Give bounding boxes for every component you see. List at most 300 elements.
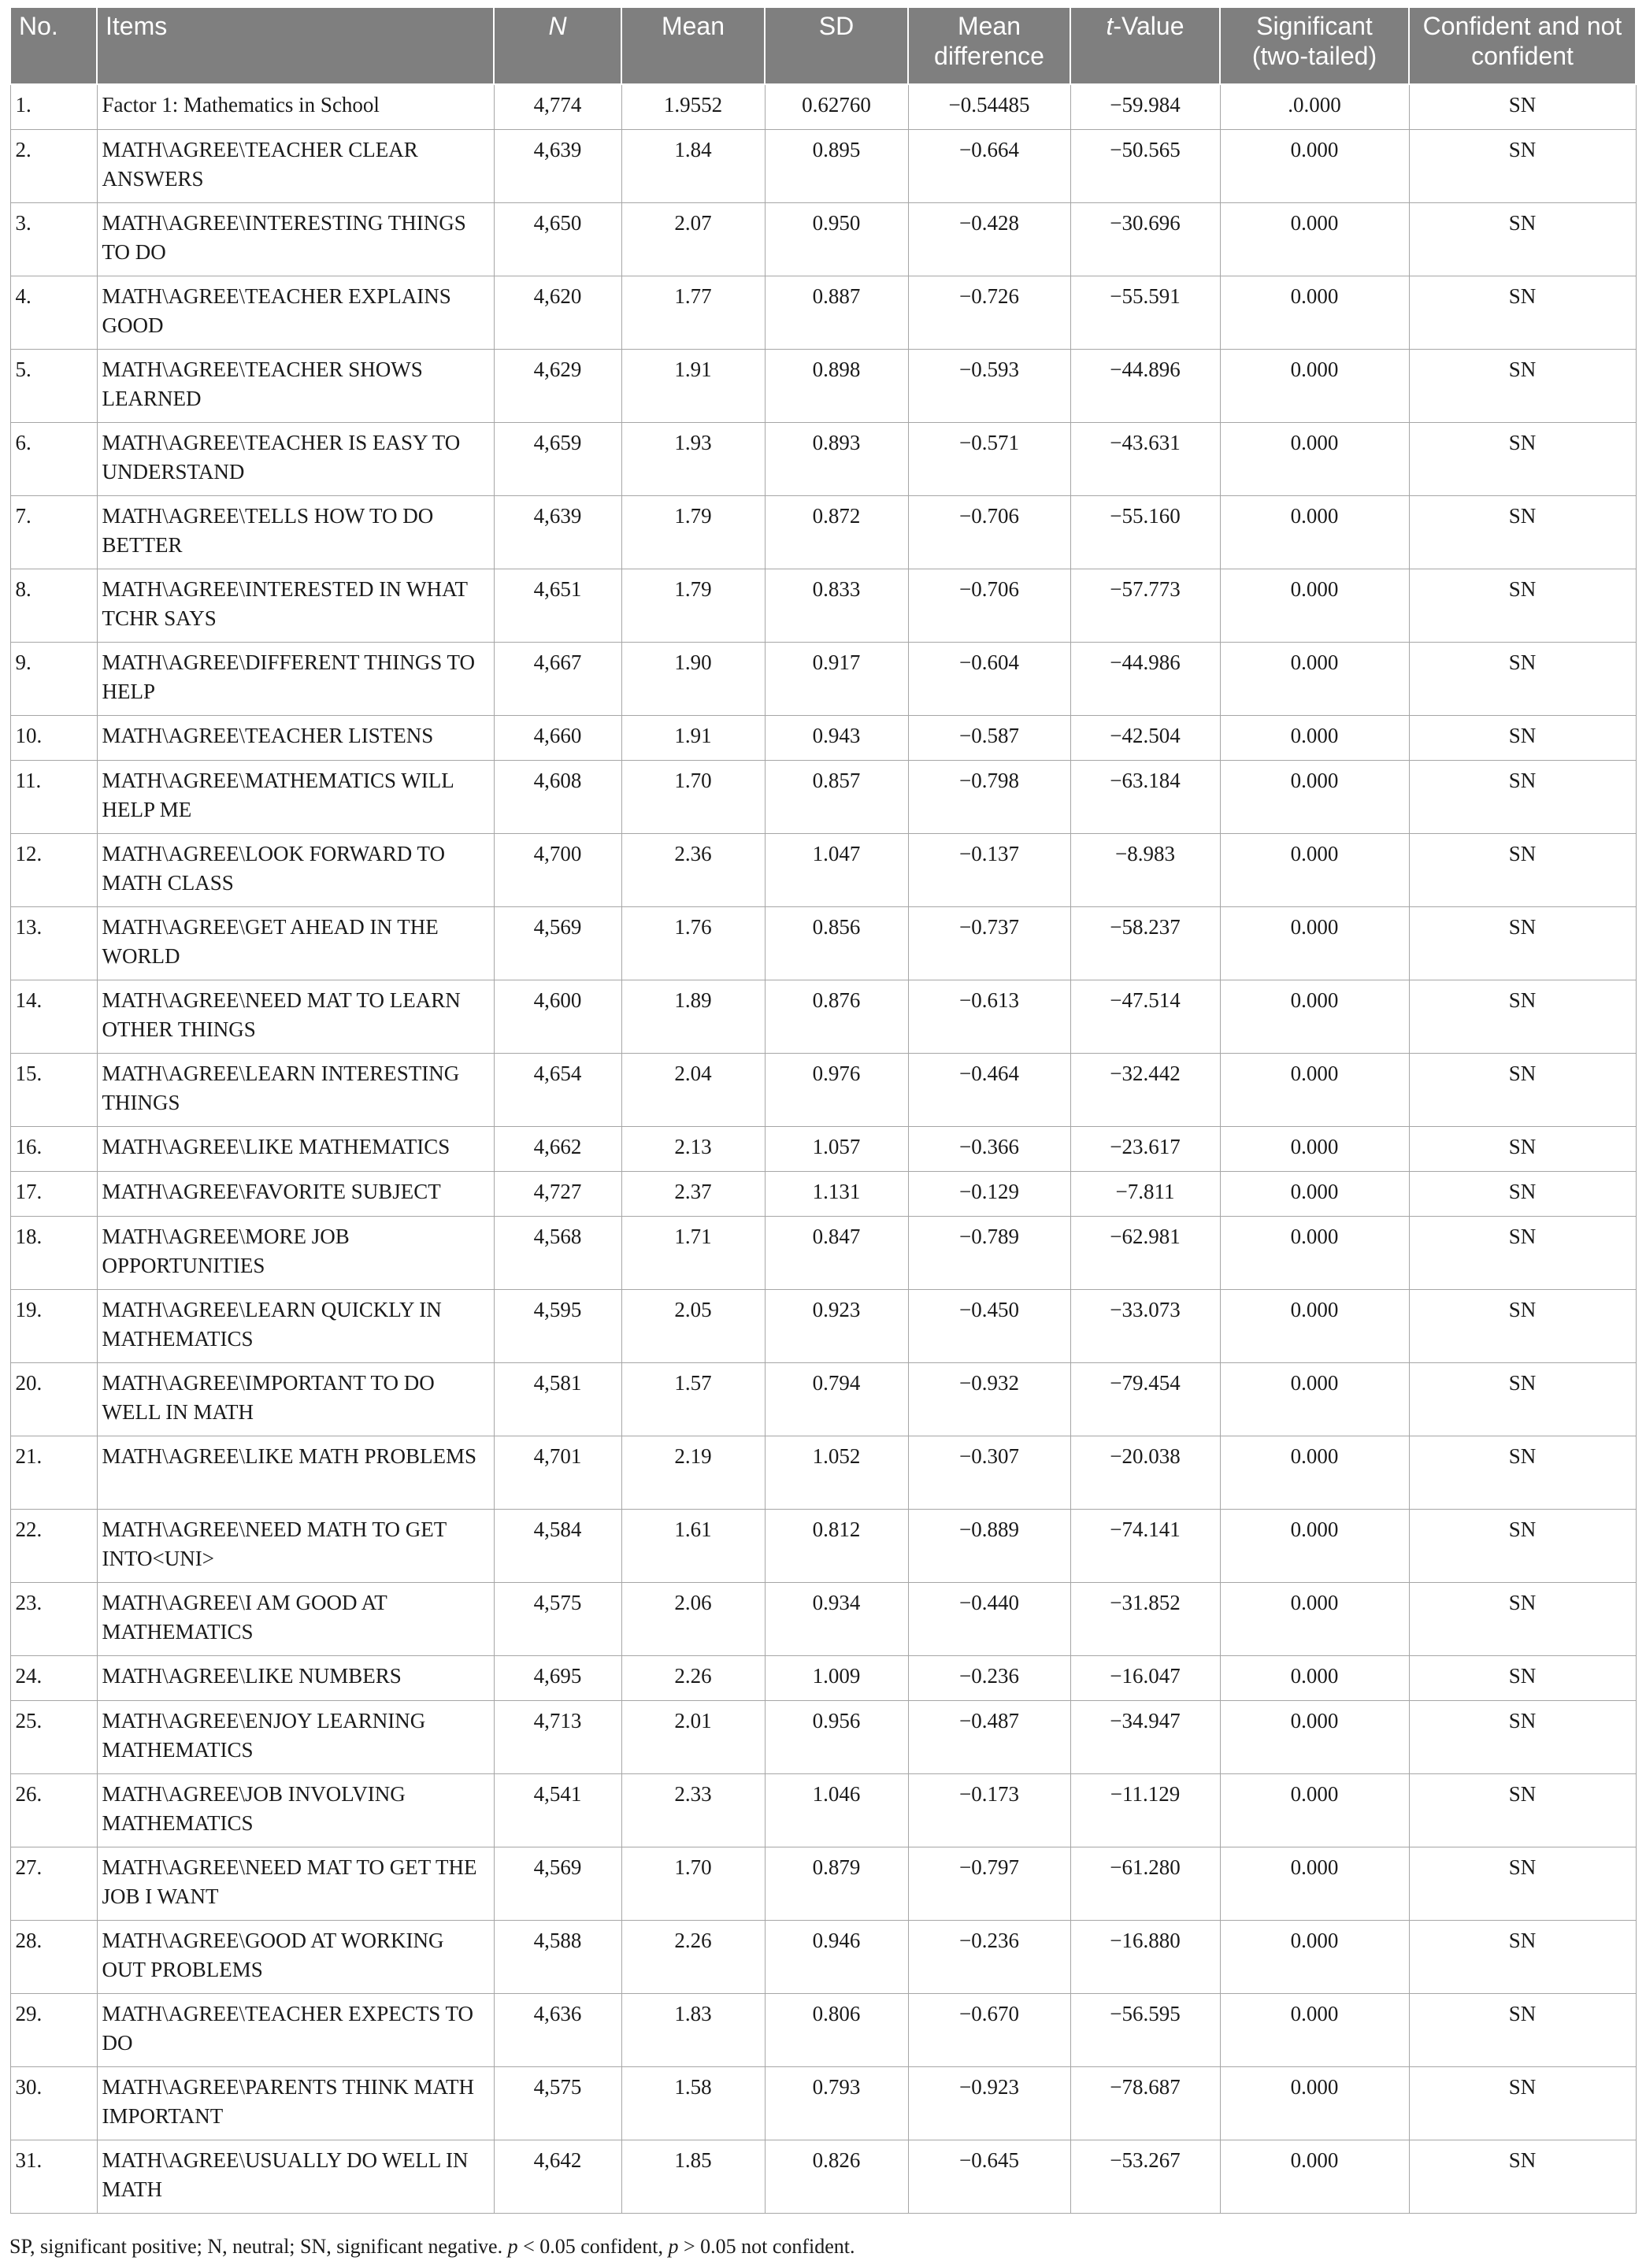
cell-mean-difference: −0.137 xyxy=(908,834,1070,907)
table-row xyxy=(10,1363,1636,1436)
cell-mean-difference: −0.571 xyxy=(908,423,1070,496)
table-row xyxy=(10,350,1636,423)
cell-item: MATH\AGREE\USUALLY DO WELL IN MATH xyxy=(97,2140,494,2214)
cell-n: 4,650 xyxy=(494,203,621,276)
cell-n: 4,701 xyxy=(494,1436,621,1510)
cell-significance: 0.000 xyxy=(1220,130,1409,203)
cell-significance: 0.000 xyxy=(1220,1172,1409,1217)
cell-item: MATH\AGREE\ENJOY LEARNING MATHEMATICS xyxy=(97,1701,494,1774)
cell-confidence: SN xyxy=(1409,761,1636,834)
cell-no: 22. xyxy=(10,1510,97,1583)
cell-significance: 0.000 xyxy=(1220,203,1409,276)
cell-mean: 2.01 xyxy=(621,1701,765,1774)
cell-no: 5. xyxy=(10,350,97,423)
table-row xyxy=(10,1701,1636,1774)
cell-sd: 0.893 xyxy=(765,423,908,496)
cell-mean: 1.76 xyxy=(621,907,765,980)
cell-t-value: −16.047 xyxy=(1070,1656,1220,1701)
cell-significance: .0.000 xyxy=(1220,84,1409,130)
header-items: Items xyxy=(97,7,494,84)
table-row xyxy=(10,84,1636,130)
cell-n: 4,662 xyxy=(494,1127,621,1172)
cell-n: 4,651 xyxy=(494,569,621,643)
cell-t-value: −47.514 xyxy=(1070,980,1220,1054)
cell-sd: 0.976 xyxy=(765,1054,908,1127)
cell-mean-difference: −0.366 xyxy=(908,1127,1070,1172)
cell-no: 15. xyxy=(10,1054,97,1127)
cell-item: MATH\AGREE\TELLS HOW TO DO BETTER xyxy=(97,496,494,569)
cell-item: MATH\AGREE\GOOD AT WORKING OUT PROBLEMS xyxy=(97,1921,494,1994)
cell-t-value: −31.852 xyxy=(1070,1583,1220,1656)
header-mean-difference: Mean difference xyxy=(908,7,1070,84)
cell-t-value: −44.896 xyxy=(1070,350,1220,423)
cell-confidence: SN xyxy=(1409,716,1636,761)
cell-confidence: SN xyxy=(1409,1436,1636,1510)
cell-sd: 0.923 xyxy=(765,1290,908,1363)
cell-significance: 0.000 xyxy=(1220,1583,1409,1656)
cell-n: 4,695 xyxy=(494,1656,621,1701)
cell-mean-difference: −0.737 xyxy=(908,907,1070,980)
cell-item: MATH\AGREE\PARENTS THINK MATH IMPORTANT xyxy=(97,2067,494,2140)
cell-mean: 1.71 xyxy=(621,1217,765,1290)
table-row xyxy=(10,1127,1636,1172)
cell-item: MATH\AGREE\LIKE MATH PROBLEMS xyxy=(97,1436,494,1510)
cell-mean-difference: −0.797 xyxy=(908,1847,1070,1921)
header-no: No. xyxy=(10,7,97,84)
table-row xyxy=(10,1217,1636,1290)
cell-t-value: −8.983 xyxy=(1070,834,1220,907)
cell-mean-difference: −0.645 xyxy=(908,2140,1070,2214)
cell-no: 31. xyxy=(10,2140,97,2214)
cell-significance: 0.000 xyxy=(1220,1290,1409,1363)
cell-sd: 0.793 xyxy=(765,2067,908,2140)
cell-mean-difference: −0.450 xyxy=(908,1290,1070,1363)
cell-mean-difference: −0.923 xyxy=(908,2067,1070,2140)
cell-no: 23. xyxy=(10,1583,97,1656)
cell-t-value: −11.129 xyxy=(1070,1774,1220,1847)
cell-sd: 0.794 xyxy=(765,1363,908,1436)
cell-no: 24. xyxy=(10,1656,97,1701)
cell-no: 25. xyxy=(10,1701,97,1774)
cell-t-value: −57.773 xyxy=(1070,569,1220,643)
cell-n: 4,700 xyxy=(494,834,621,907)
header-row xyxy=(10,7,1636,84)
cell-sd: 0.812 xyxy=(765,1510,908,1583)
cell-n: 4,588 xyxy=(494,1921,621,1994)
cell-confidence: SN xyxy=(1409,1847,1636,1921)
data-table-container xyxy=(9,6,1635,2214)
statistics-table xyxy=(9,6,1637,2214)
cell-mean: 1.90 xyxy=(621,643,765,716)
cell-mean-difference: −0.129 xyxy=(908,1172,1070,1217)
cell-significance: 0.000 xyxy=(1220,643,1409,716)
cell-mean-difference: −0.236 xyxy=(908,1921,1070,1994)
cell-item: MATH\AGREE\TEACHER EXPECTS TO DO xyxy=(97,1994,494,2067)
cell-n: 4,581 xyxy=(494,1363,621,1436)
cell-mean: 1.79 xyxy=(621,569,765,643)
cell-item: MATH\AGREE\TEACHER CLEAR ANSWERS xyxy=(97,130,494,203)
cell-confidence: SN xyxy=(1409,203,1636,276)
table-row xyxy=(10,1847,1636,1921)
cell-significance: 0.000 xyxy=(1220,761,1409,834)
cell-no: 9. xyxy=(10,643,97,716)
cell-item: MATH\AGREE\NEED MATH TO GET INTO<UNI> xyxy=(97,1510,494,1583)
cell-sd: 0.857 xyxy=(765,761,908,834)
cell-mean-difference: −0.54485 xyxy=(908,84,1070,130)
cell-sd: 0.950 xyxy=(765,203,908,276)
cell-sd: 0.895 xyxy=(765,130,908,203)
cell-t-value: −44.986 xyxy=(1070,643,1220,716)
cell-n: 4,575 xyxy=(494,1583,621,1656)
cell-t-value: −63.184 xyxy=(1070,761,1220,834)
cell-significance: 0.000 xyxy=(1220,569,1409,643)
cell-confidence: SN xyxy=(1409,569,1636,643)
cell-sd: 1.131 xyxy=(765,1172,908,1217)
cell-confidence: SN xyxy=(1409,496,1636,569)
table-footnote xyxy=(9,2235,855,2259)
cell-item: MATH\AGREE\TEACHER IS EASY TO UNDERSTAND xyxy=(97,423,494,496)
cell-sd: 0.62760 xyxy=(765,84,908,130)
cell-t-value: −79.454 xyxy=(1070,1363,1220,1436)
cell-n: 4,541 xyxy=(494,1774,621,1847)
table-row xyxy=(10,2067,1636,2140)
cell-sd: 0.856 xyxy=(765,907,908,980)
cell-mean: 1.57 xyxy=(621,1363,765,1436)
table-row xyxy=(10,423,1636,496)
cell-sd: 0.876 xyxy=(765,980,908,1054)
cell-confidence: SN xyxy=(1409,130,1636,203)
footnote-p-symbol-2: p xyxy=(668,2235,679,2258)
cell-mean: 1.93 xyxy=(621,423,765,496)
cell-mean-difference: −0.587 xyxy=(908,716,1070,761)
table-row xyxy=(10,980,1636,1054)
table-row xyxy=(10,834,1636,907)
cell-item: MATH\AGREE\TEACHER SHOWS LEARNED xyxy=(97,350,494,423)
cell-n: 4,575 xyxy=(494,2067,621,2140)
cell-t-value: −16.880 xyxy=(1070,1921,1220,1994)
cell-sd: 1.052 xyxy=(765,1436,908,1510)
cell-mean-difference: −0.236 xyxy=(908,1656,1070,1701)
cell-significance: 0.000 xyxy=(1220,1847,1409,1921)
cell-mean: 2.36 xyxy=(621,834,765,907)
table-row xyxy=(10,569,1636,643)
cell-sd: 0.934 xyxy=(765,1583,908,1656)
cell-confidence: SN xyxy=(1409,1363,1636,1436)
header-significant: Significant (two-tailed) xyxy=(1220,7,1409,84)
cell-significance: 0.000 xyxy=(1220,1656,1409,1701)
cell-n: 4,595 xyxy=(494,1290,621,1363)
table-row xyxy=(10,761,1636,834)
cell-n: 4,636 xyxy=(494,1994,621,2067)
cell-mean: 1.89 xyxy=(621,980,765,1054)
cell-mean-difference: −0.173 xyxy=(908,1774,1070,1847)
cell-mean: 2.26 xyxy=(621,1656,765,1701)
cell-mean-difference: −0.706 xyxy=(908,569,1070,643)
cell-mean-difference: −0.789 xyxy=(908,1217,1070,1290)
cell-confidence: SN xyxy=(1409,2067,1636,2140)
cell-item: MATH\AGREE\IMPORTANT TO DO WELL IN MATH xyxy=(97,1363,494,1436)
cell-confidence: SN xyxy=(1409,1774,1636,1847)
cell-no: 3. xyxy=(10,203,97,276)
cell-no: 30. xyxy=(10,2067,97,2140)
cell-mean: 1.84 xyxy=(621,130,765,203)
cell-sd: 0.833 xyxy=(765,569,908,643)
cell-t-value: −7.811 xyxy=(1070,1172,1220,1217)
header-n-label: N xyxy=(548,12,567,40)
cell-sd: 0.956 xyxy=(765,1701,908,1774)
cell-confidence: SN xyxy=(1409,1217,1636,1290)
cell-no: 4. xyxy=(10,276,97,350)
cell-confidence: SN xyxy=(1409,1127,1636,1172)
cell-no: 20. xyxy=(10,1363,97,1436)
cell-confidence: SN xyxy=(1409,350,1636,423)
cell-significance: 0.000 xyxy=(1220,496,1409,569)
cell-confidence: SN xyxy=(1409,84,1636,130)
cell-confidence: SN xyxy=(1409,1994,1636,2067)
cell-t-value: −33.073 xyxy=(1070,1290,1220,1363)
cell-sd: 0.898 xyxy=(765,350,908,423)
cell-mean-difference: −0.726 xyxy=(908,276,1070,350)
cell-mean: 2.37 xyxy=(621,1172,765,1217)
cell-sd: 1.046 xyxy=(765,1774,908,1847)
cell-mean: 2.04 xyxy=(621,1054,765,1127)
cell-confidence: SN xyxy=(1409,276,1636,350)
cell-confidence: SN xyxy=(1409,1583,1636,1656)
cell-n: 4,608 xyxy=(494,761,621,834)
header-sd: SD xyxy=(765,7,908,84)
cell-item: MATH\AGREE\MATHEMATICS WILL HELP ME xyxy=(97,761,494,834)
cell-significance: 0.000 xyxy=(1220,1921,1409,1994)
footnote-threshold-2: > 0.05 not confident. xyxy=(678,2235,855,2258)
table-row xyxy=(10,203,1636,276)
cell-t-value: −74.141 xyxy=(1070,1510,1220,1583)
cell-item: MATH\AGREE\LEARN QUICKLY IN MATHEMATICS xyxy=(97,1290,494,1363)
cell-item: MATH\AGREE\NEED MAT TO GET THE JOB I WANT xyxy=(97,1847,494,1921)
cell-confidence: SN xyxy=(1409,1701,1636,1774)
cell-confidence: SN xyxy=(1409,1290,1636,1363)
cell-t-value: −58.237 xyxy=(1070,907,1220,980)
cell-mean-difference: −0.670 xyxy=(908,1994,1070,2067)
table-row xyxy=(10,1510,1636,1583)
cell-no: 7. xyxy=(10,496,97,569)
cell-n: 4,667 xyxy=(494,643,621,716)
cell-t-value: −55.160 xyxy=(1070,496,1220,569)
cell-item: MATH\AGREE\I AM GOOD AT MATHEMATICS xyxy=(97,1583,494,1656)
cell-n: 4,713 xyxy=(494,1701,621,1774)
cell-item: MATH\AGREE\TEACHER LISTENS xyxy=(97,716,494,761)
table-row xyxy=(10,1172,1636,1217)
table-row xyxy=(10,1054,1636,1127)
table-row xyxy=(10,716,1636,761)
cell-item: MATH\AGREE\LOOK FORWARD TO MATH CLASS xyxy=(97,834,494,907)
cell-t-value: −61.280 xyxy=(1070,1847,1220,1921)
cell-n: 4,774 xyxy=(494,84,621,130)
cell-significance: 0.000 xyxy=(1220,834,1409,907)
cell-significance: 0.000 xyxy=(1220,1217,1409,1290)
header-t-letter: t xyxy=(1106,12,1114,40)
cell-t-value: −23.617 xyxy=(1070,1127,1220,1172)
cell-confidence: SN xyxy=(1409,1054,1636,1127)
cell-mean-difference: −0.706 xyxy=(908,496,1070,569)
cell-confidence: SN xyxy=(1409,1510,1636,1583)
cell-no: 28. xyxy=(10,1921,97,1994)
cell-mean-difference: −0.428 xyxy=(908,203,1070,276)
cell-no: 19. xyxy=(10,1290,97,1363)
cell-confidence: SN xyxy=(1409,980,1636,1054)
cell-n: 4,642 xyxy=(494,2140,621,2214)
cell-no: 6. xyxy=(10,423,97,496)
cell-t-value: −59.984 xyxy=(1070,84,1220,130)
cell-mean-difference: −0.440 xyxy=(908,1583,1070,1656)
cell-significance: 0.000 xyxy=(1220,1054,1409,1127)
cell-t-value: −42.504 xyxy=(1070,716,1220,761)
table-row xyxy=(10,1994,1636,2067)
cell-mean-difference: −0.889 xyxy=(908,1510,1070,1583)
cell-no: 10. xyxy=(10,716,97,761)
cell-significance: 0.000 xyxy=(1220,1436,1409,1510)
cell-t-value: −32.442 xyxy=(1070,1054,1220,1127)
cell-significance: 0.000 xyxy=(1220,423,1409,496)
cell-n: 4,568 xyxy=(494,1217,621,1290)
cell-confidence: SN xyxy=(1409,643,1636,716)
cell-mean: 2.26 xyxy=(621,1921,765,1994)
cell-mean-difference: −0.487 xyxy=(908,1701,1070,1774)
cell-n: 4,620 xyxy=(494,276,621,350)
cell-t-value: −34.947 xyxy=(1070,1701,1220,1774)
cell-item: MATH\AGREE\LEARN INTERESTING THINGS xyxy=(97,1054,494,1127)
cell-t-value: −55.591 xyxy=(1070,276,1220,350)
cell-mean: 2.33 xyxy=(621,1774,765,1847)
cell-mean: 2.05 xyxy=(621,1290,765,1363)
cell-significance: 0.000 xyxy=(1220,1774,1409,1847)
cell-mean: 1.79 xyxy=(621,496,765,569)
header-n xyxy=(494,7,621,84)
cell-significance: 0.000 xyxy=(1220,1127,1409,1172)
cell-mean-difference: −0.307 xyxy=(908,1436,1070,1510)
cell-n: 4,639 xyxy=(494,130,621,203)
cell-sd: 0.879 xyxy=(765,1847,908,1921)
cell-n: 4,569 xyxy=(494,907,621,980)
cell-t-value: −78.687 xyxy=(1070,2067,1220,2140)
cell-n: 4,600 xyxy=(494,980,621,1054)
cell-n: 4,639 xyxy=(494,496,621,569)
cell-mean: 2.13 xyxy=(621,1127,765,1172)
cell-item: MATH\AGREE\TEACHER EXPLAINS GOOD xyxy=(97,276,494,350)
cell-confidence: SN xyxy=(1409,1656,1636,1701)
cell-sd: 1.009 xyxy=(765,1656,908,1701)
cell-mean: 1.61 xyxy=(621,1510,765,1583)
cell-no: 12. xyxy=(10,834,97,907)
cell-n: 4,727 xyxy=(494,1172,621,1217)
table-row xyxy=(10,1774,1636,1847)
cell-mean: 2.06 xyxy=(621,1583,765,1656)
cell-significance: 0.000 xyxy=(1220,980,1409,1054)
header-mean: Mean xyxy=(621,7,765,84)
cell-sd: 0.826 xyxy=(765,2140,908,2214)
cell-confidence: SN xyxy=(1409,1921,1636,1994)
cell-mean: 2.07 xyxy=(621,203,765,276)
cell-no: 17. xyxy=(10,1172,97,1217)
cell-t-value: −56.595 xyxy=(1070,1994,1220,2067)
cell-t-value: −53.267 xyxy=(1070,2140,1220,2214)
cell-confidence: SN xyxy=(1409,2140,1636,2214)
cell-mean: 1.91 xyxy=(621,350,765,423)
cell-sd: 0.917 xyxy=(765,643,908,716)
cell-mean: 1.9552 xyxy=(621,84,765,130)
cell-mean-difference: −0.664 xyxy=(908,130,1070,203)
cell-item: Factor 1: Mathematics in School xyxy=(97,84,494,130)
footnote-p-symbol-1: p xyxy=(507,2235,518,2258)
cell-t-value: −30.696 xyxy=(1070,203,1220,276)
cell-no: 27. xyxy=(10,1847,97,1921)
cell-significance: 0.000 xyxy=(1220,1510,1409,1583)
cell-n: 4,569 xyxy=(494,1847,621,1921)
cell-significance: 0.000 xyxy=(1220,2067,1409,2140)
cell-no: 16. xyxy=(10,1127,97,1172)
cell-sd: 0.887 xyxy=(765,276,908,350)
cell-significance: 0.000 xyxy=(1220,1701,1409,1774)
cell-mean: 2.19 xyxy=(621,1436,765,1510)
table-row xyxy=(10,130,1636,203)
cell-item: MATH\AGREE\JOB INVOLVING MATHEMATICS xyxy=(97,1774,494,1847)
cell-item: MATH\AGREE\INTERESTING THINGS TO DO xyxy=(97,203,494,276)
cell-significance: 0.000 xyxy=(1220,907,1409,980)
header-t-suffix: -Value xyxy=(1113,12,1184,40)
cell-item: MATH\AGREE\FAVORITE SUBJECT xyxy=(97,1172,494,1217)
footnote-legend: SP, significant positive; N, neutral; SN, significant negative. xyxy=(9,2235,508,2258)
cell-no: 11. xyxy=(10,761,97,834)
table-row xyxy=(10,2140,1636,2214)
cell-t-value: −20.038 xyxy=(1070,1436,1220,1510)
cell-sd: 0.946 xyxy=(765,1921,908,1994)
cell-n: 4,660 xyxy=(494,716,621,761)
cell-mean-difference: −0.798 xyxy=(908,761,1070,834)
cell-no: 2. xyxy=(10,130,97,203)
cell-confidence: SN xyxy=(1409,834,1636,907)
cell-no: 21. xyxy=(10,1436,97,1510)
table-row xyxy=(10,1583,1636,1656)
cell-n: 4,654 xyxy=(494,1054,621,1127)
cell-mean-difference: −0.464 xyxy=(908,1054,1070,1127)
cell-mean: 1.70 xyxy=(621,761,765,834)
cell-confidence: SN xyxy=(1409,907,1636,980)
cell-significance: 0.000 xyxy=(1220,276,1409,350)
cell-item: MATH\AGREE\LIKE MATHEMATICS xyxy=(97,1127,494,1172)
table-row xyxy=(10,643,1636,716)
cell-significance: 0.000 xyxy=(1220,2140,1409,2214)
cell-t-value: −43.631 xyxy=(1070,423,1220,496)
cell-item: MATH\AGREE\DIFFERENT THINGS TO HELP xyxy=(97,643,494,716)
cell-mean-difference: −0.932 xyxy=(908,1363,1070,1436)
cell-sd: 1.057 xyxy=(765,1127,908,1172)
cell-significance: 0.000 xyxy=(1220,1994,1409,2067)
cell-no: 26. xyxy=(10,1774,97,1847)
cell-no: 14. xyxy=(10,980,97,1054)
cell-mean: 1.85 xyxy=(621,2140,765,2214)
header-t-value xyxy=(1070,7,1220,84)
cell-item: MATH\AGREE\MORE JOB OPPORTUNITIES xyxy=(97,1217,494,1290)
cell-sd: 1.047 xyxy=(765,834,908,907)
cell-item: MATH\AGREE\LIKE NUMBERS xyxy=(97,1656,494,1701)
cell-mean-difference: −0.593 xyxy=(908,350,1070,423)
cell-mean: 1.70 xyxy=(621,1847,765,1921)
cell-mean: 1.91 xyxy=(621,716,765,761)
cell-no: 1. xyxy=(10,84,97,130)
cell-confidence: SN xyxy=(1409,423,1636,496)
table-body xyxy=(10,84,1636,2214)
cell-n: 4,629 xyxy=(494,350,621,423)
cell-sd: 0.872 xyxy=(765,496,908,569)
